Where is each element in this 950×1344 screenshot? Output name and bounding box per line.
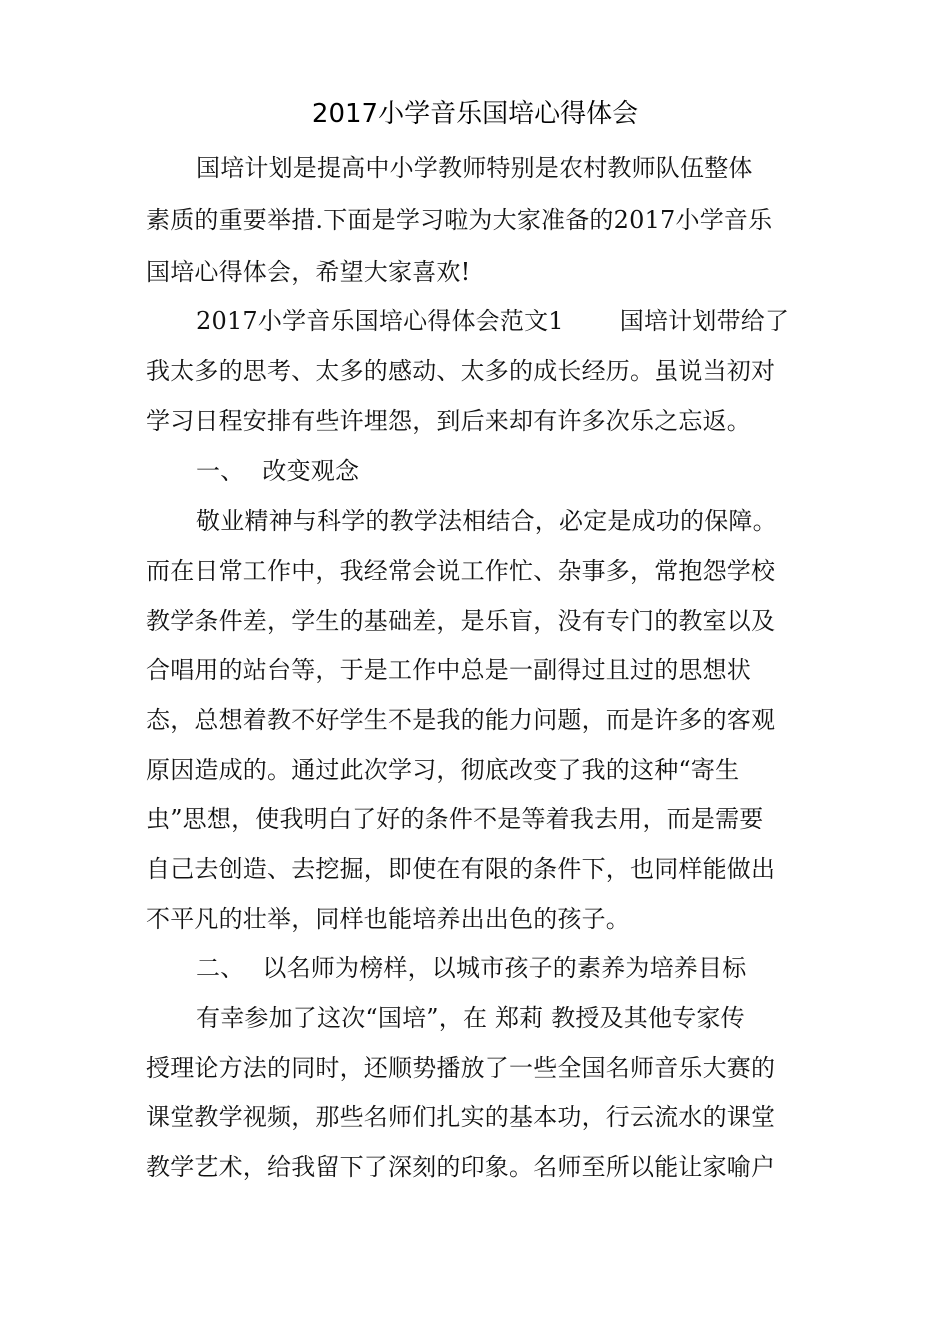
text-line: 不平凡的壮举，同样也能培养出出色的孩子。 <box>146 905 630 933</box>
text-line: 教学艺术，给我留下了深刻的印象。名师至所以能让家喻户 <box>146 1153 776 1181</box>
text-line: 敬业精神与科学的教学法相结合，必定是成功的保障。 <box>196 507 777 535</box>
text-line: 合唱用的站台等，于是工作中总是一副得过且过的思想状 <box>146 656 751 684</box>
text-line: 教学条件差，学生的基础差，是乐盲，没有专门的教室以及 <box>146 607 776 635</box>
section-subtitle: 2017小学音乐国培心得体会范文1 <box>196 307 564 335</box>
heading-number: 二、 <box>196 954 245 982</box>
heading-number: 一、 <box>196 457 245 485</box>
section-heading <box>196 952 746 984</box>
text-line: 态，总想着教不好学生不是我的能力问题，而是许多的客观 <box>146 706 776 734</box>
text-line: 虫”思想，使我明白了好的条件不是等着我去用，而是需要 <box>146 805 764 833</box>
section-heading <box>196 455 359 487</box>
text-line: 而在日常工作中，我经常会说工作忙、杂事多，常抱怨学校 <box>146 557 776 585</box>
text-line: 学习日程安排有些许埋怨，到后来却有许多次乐之忘返。 <box>146 407 751 435</box>
text-line: 国培计划是提高中小学教师特别是农村教师队伍整体 <box>196 154 753 182</box>
document-title: 2017小学音乐国培心得体会 <box>311 99 639 129</box>
text-line: 自己去创造、去挖掘，即使在有限的条件下，也同样能做出 <box>146 855 776 883</box>
text-line: 授理论方法的同时，还顺势播放了一些全国名师音乐大赛的 <box>146 1054 776 1082</box>
heading-text: 改变观念 <box>262 457 360 485</box>
text-line: 有幸参加了这次“国培”，在 郑莉 教授及其他专家传 <box>196 1004 745 1032</box>
text-line: 素质的重要举措.下面是学习啦为大家准备的2017小学音乐 <box>146 206 773 234</box>
text-line: 国培心得体会，希望大家喜欢! <box>146 258 471 286</box>
text-line: 我太多的思考、太多的感动、太多的成长经历。虽说当初对 <box>146 357 776 385</box>
text-span: 国培计划带给了 <box>619 307 790 335</box>
text-line-with-heading <box>196 305 789 337</box>
text-line: 原因造成的。通过此次学习，彻底改变了我的这种“寄生 <box>146 756 740 784</box>
text-line: 课堂教学视频，那些名师们扎实的基本功，行云流水的课堂 <box>146 1103 776 1131</box>
heading-text: 以名师为榜样，以城市孩子的素养为培养目标 <box>262 954 747 982</box>
